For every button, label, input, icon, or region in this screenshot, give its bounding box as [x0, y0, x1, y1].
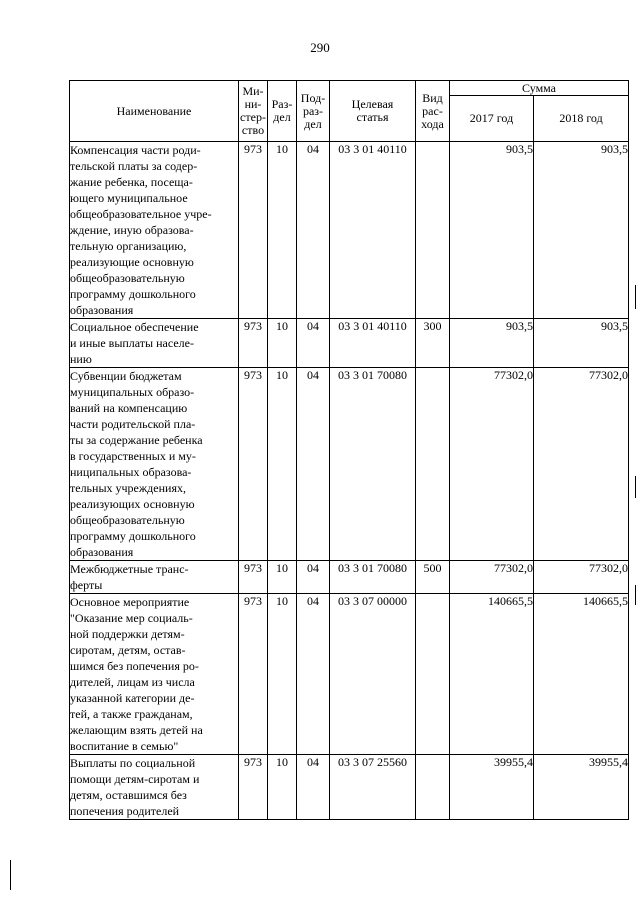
cell-target: 03 3 01 70080: [330, 368, 416, 561]
table-row: [70, 561, 629, 594]
cell-y2018: 903,5: [534, 319, 629, 368]
cell-subsection: 04: [297, 368, 330, 561]
cell-target: 03 3 01 40110: [330, 142, 416, 319]
cell-ministry: 973: [239, 319, 268, 368]
cell-section: 10: [268, 561, 297, 594]
cell-section: 10: [268, 368, 297, 561]
cell-name: Социальное обеспечение и иные выплаты населе- нию: [70, 319, 239, 368]
cell-target: 03 3 01 70080: [330, 561, 416, 594]
header-year-2017: 2017 год: [450, 96, 534, 142]
header-sum: Сумма: [450, 81, 629, 96]
cell-target: 03 3 01 40110: [330, 319, 416, 368]
cell-y2017: 77302,0: [450, 368, 534, 561]
scan-edge-mark: [635, 585, 636, 605]
scan-edge-mark: [635, 285, 636, 309]
budget-table: [69, 80, 629, 820]
cell-y2017: 903,5: [450, 319, 534, 368]
cell-target: 03 3 07 25560: [330, 755, 416, 820]
cell-expense-type: [416, 594, 450, 755]
cell-section: 10: [268, 142, 297, 319]
cell-y2018: 140665,5: [534, 594, 629, 755]
cell-name: Выплаты по социальной помощи детям-сиротам и детям, оставшимся без попечения родителей: [70, 755, 239, 820]
table-row: [70, 594, 629, 755]
scan-edge-mark: [635, 476, 636, 498]
header-section: Раз- дел: [268, 81, 297, 142]
cell-y2018: 77302,0: [534, 561, 629, 594]
cell-name: Субвенции бюджетам муниципальных образо- ваний на компенсацию части родительской пла- ты за содержание ребенка в государственных и му- ниципальных образова- тельных учреждениях, реализующих основную общеобразовательную программу дошкольного образования: [70, 368, 239, 561]
cell-ministry: 973: [239, 755, 268, 820]
table-body: [70, 142, 629, 820]
header-year-2018: 2018 год: [534, 96, 629, 142]
cell-ministry: 973: [239, 368, 268, 561]
table-row: [70, 755, 629, 820]
cell-subsection: 04: [297, 594, 330, 755]
cell-ministry: 973: [239, 594, 268, 755]
cell-expense-type: 300: [416, 319, 450, 368]
header-name: Наименование: [70, 81, 239, 142]
cell-subsection: 04: [297, 561, 330, 594]
table-row: [70, 319, 629, 368]
cell-expense-type: 500: [416, 561, 450, 594]
cell-y2017: 903,5: [450, 142, 534, 319]
cell-subsection: 04: [297, 755, 330, 820]
cell-y2018: 903,5: [534, 142, 629, 319]
header-target: Целевая статья: [330, 81, 416, 142]
cell-y2017: 39955,4: [450, 755, 534, 820]
table-row: [70, 368, 629, 561]
cell-name: Компенсация части роди- тельской платы за содер- жание ребенка, посеща- ющего муниципальное общеобразовательное учре- ждение, иную образова- тельную организацию, реализующие основную общеобразовательную программу дошкольного образования: [70, 142, 239, 319]
table-row: [70, 142, 629, 319]
cell-y2017: 140665,5: [450, 594, 534, 755]
cell-y2018: 77302,0: [534, 368, 629, 561]
cell-ministry: 973: [239, 142, 268, 319]
header-ministry: Ми- ни- стер- ство: [239, 81, 268, 142]
cell-y2018: 39955,4: [534, 755, 629, 820]
cell-ministry: 973: [239, 561, 268, 594]
cell-y2017: 77302,0: [450, 561, 534, 594]
header-expense-type: Вид рас- хода: [416, 81, 450, 142]
cell-subsection: 04: [297, 142, 330, 319]
cell-subsection: 04: [297, 319, 330, 368]
cell-section: 10: [268, 319, 297, 368]
cell-expense-type: [416, 755, 450, 820]
header-subsection: Под- раз- дел: [297, 81, 330, 142]
scan-edge-mark: [10, 860, 11, 890]
cell-name: Межбюджетные транс- ферты: [70, 561, 239, 594]
cell-section: 10: [268, 755, 297, 820]
page-number: 290: [310, 40, 330, 55]
cell-section: 10: [268, 594, 297, 755]
cell-name: Основное мероприятие "Оказание мер социаль- ной поддержки детям- сиротам, детям, остав- шимся без попечения ро- дителей, лицам из числа указанной категории де- тей, а также гражданам, желающим взять детей на воспитание в семью": [70, 594, 239, 755]
cell-expense-type: [416, 142, 450, 319]
cell-expense-type: [416, 368, 450, 561]
cell-target: 03 3 07 00000: [330, 594, 416, 755]
